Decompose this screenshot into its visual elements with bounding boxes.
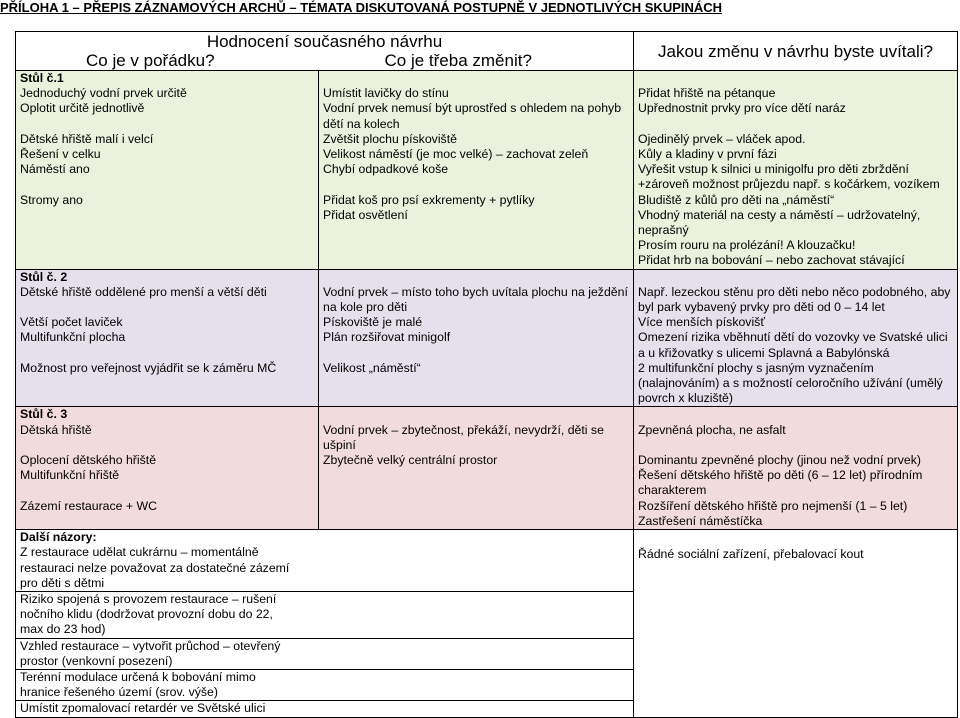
empty-cell xyxy=(319,407,634,423)
cell-other: Vzhled restaurace – vytvořit průchod – otevřený prostor (venkovní posezení) xyxy=(16,638,634,669)
cell-ok-line: Větší počet laviček xyxy=(20,315,123,330)
cell-change xyxy=(319,468,634,498)
cell-wish-line: Ojedinělý prvek – vláček apod. xyxy=(638,131,806,146)
table-row xyxy=(16,499,958,530)
cell-change-line: Vodní prvek – místo toho bych uvítala plochu na ježdění na kole pro děti xyxy=(323,284,628,315)
table-row xyxy=(16,423,958,453)
cell-wish-line: Vhodný materiál na cesty a náměstí – udržovatelný, neprašný xyxy=(638,207,921,238)
cell-ok-line: Dětské hřiště oddělené pro menší a větší děti xyxy=(20,284,267,299)
group-label: Stůl č.1 xyxy=(16,71,319,87)
table-row xyxy=(16,147,958,162)
cell-change-line: Přidat osvětlení xyxy=(323,207,408,222)
cell-wish-line: Kůly a kladiny v první fázi xyxy=(638,147,777,162)
cell-ok xyxy=(16,147,319,162)
cell-change xyxy=(319,86,634,101)
cell-ok xyxy=(16,162,319,192)
page-title: PŘÍLOHA 1 – PŘEPIS ZÁZNAMOVÝCH ARCHŮ – TÉMATA DISKUTOVANÁ POSTUPNĚ V JEDNOTLIVÝCH SKUPINÁCH xyxy=(0,0,723,15)
cell-ok-line: Možnost pro veřejnost vyjádřit se k záměru MČ xyxy=(20,360,277,375)
group-label-row xyxy=(16,407,958,423)
cell-other: Umístit zpomalovací retardér ve Světské ulici xyxy=(16,701,634,717)
cell-change xyxy=(319,162,634,192)
cell-ok-line: Oplotit určitě jednotlivě xyxy=(20,101,145,116)
table-row xyxy=(16,193,958,270)
table-row xyxy=(16,468,958,498)
empty-cell xyxy=(634,407,958,423)
cell-wish-line: Dominantu zpevněné plochy (jinou než vodní prvek) xyxy=(638,453,921,468)
cell-change xyxy=(319,285,634,315)
cell-ok-line: Multifunkční hřiště xyxy=(20,468,120,483)
cell-change-line: Vodní prvek – zbytečnost, překáží, nevydrží, děti se ušpiní xyxy=(323,422,604,452)
cell-wish-line: Více menších pískovišť xyxy=(638,315,765,330)
cell-change-line: Vodní prvek nemusí být uprostřed s ohledem na pohyb dětí na kolech xyxy=(323,101,622,131)
table-row xyxy=(16,101,958,131)
cell-ok-line: Dětské hřiště malí i velcí xyxy=(20,131,154,146)
cell-ok xyxy=(16,86,319,101)
cell-ok-line: Řešení v celku xyxy=(20,147,101,162)
cell-ok xyxy=(16,423,319,453)
table-row xyxy=(16,361,958,407)
cell-change xyxy=(319,101,634,131)
cell-ok-line: Stromy ano xyxy=(20,192,83,207)
cell-change xyxy=(319,147,634,162)
group-table-2 xyxy=(16,269,958,407)
cell-ok xyxy=(16,361,319,407)
cell-ok xyxy=(16,468,319,498)
group-label: Stůl č. 3 xyxy=(16,407,319,423)
cell-ok-line: Jednoduchý vodní prvek určitě xyxy=(20,86,187,101)
cell-ok xyxy=(16,132,319,147)
cell-change xyxy=(319,423,634,453)
cell-wish xyxy=(634,330,958,360)
cell-change-line: Chybí odpadkové koše xyxy=(323,162,449,177)
cell-ok xyxy=(16,453,319,468)
cell-wish xyxy=(634,530,958,717)
table-row xyxy=(16,86,958,101)
cell-wish-line: Řádné sociální zařízení, přebalovací kout xyxy=(638,547,864,562)
table-row xyxy=(16,330,958,360)
cell-wish-line: Upřednostnit prvky pro více dětí naráz xyxy=(638,101,846,116)
cell-change xyxy=(319,315,634,330)
cell-wish-line: Vyřešit vstup k silnici u minigolfu pro děti zbrždění +zároveň možnost průjezdu např. s kočárkem, vozíkem xyxy=(638,162,940,192)
cell-wish xyxy=(634,162,958,192)
empty-cell xyxy=(319,269,634,285)
cell-wish-line: Přidat hřiště na pétanque xyxy=(638,86,776,101)
cell-other: Riziko spojená s provozem restaurace – rušení nočního klidu (dodržovat provozní dobu do 22, max do 23 hod) xyxy=(16,591,634,638)
cell-change-line: Plán rozšiřovat minigolf xyxy=(323,330,451,345)
cell-change xyxy=(319,499,634,530)
cell-change xyxy=(319,132,634,147)
group-table-3 xyxy=(16,407,958,530)
cell-change-line: Velikost náměstí (je moc velké) – zachovat zeleň xyxy=(323,147,589,162)
cell-change xyxy=(319,193,634,270)
cell-change-line: Pískoviště je malé xyxy=(323,315,423,330)
cell-ok xyxy=(16,315,319,330)
table-row xyxy=(16,162,958,192)
empty-cell xyxy=(634,71,958,87)
cell-change xyxy=(319,361,634,407)
cell-wish xyxy=(634,101,958,131)
group-label-row xyxy=(16,269,958,285)
cell-change xyxy=(319,453,634,468)
cell-wish xyxy=(634,361,958,407)
empty-cell xyxy=(319,71,634,87)
cell-wish-line: Prosím rouru na prolézání! A klouzačku! xyxy=(638,238,856,253)
group-other xyxy=(16,530,958,717)
cell-ok-line: Multifunkční plocha xyxy=(20,330,126,345)
cell-ok xyxy=(16,499,319,530)
cell-change xyxy=(319,330,634,360)
group-label: Další názory: xyxy=(16,530,634,546)
cell-wish xyxy=(634,147,958,162)
cell-wish-line: Přidat hrb na bobování – nebo zachovat stávající xyxy=(638,253,905,268)
cell-ok xyxy=(16,101,319,131)
header-row-1 xyxy=(16,32,958,52)
cell-wish-line: Omezení rizika vběhnutí dětí do vozovky ve Svatské ulici a u křižovatky s ulicemi Splavná a Babylónská xyxy=(638,330,948,360)
table-row xyxy=(16,315,958,330)
cell-change-line: Umístit lavičky do stínu xyxy=(323,86,449,101)
cell-change-line: Přidat koš pro psí exkrementy + pytlíky xyxy=(323,192,535,207)
cell-wish-line: Zpevněná plocha, ne asfalt xyxy=(638,422,786,437)
cell-wish xyxy=(634,315,958,330)
cell-wish-line: Bludiště z kůlů pro děti na „náměstí“ xyxy=(638,192,835,207)
cell-ok-line: Dětská hřiště xyxy=(20,422,92,437)
cell-wish xyxy=(634,453,958,468)
cell-wish xyxy=(634,86,958,101)
group-table-1 xyxy=(16,71,958,270)
empty-cell xyxy=(634,269,958,285)
cell-wish xyxy=(634,132,958,147)
cell-ok xyxy=(16,330,319,360)
cell-wish xyxy=(634,423,958,453)
group-label-row xyxy=(16,530,958,546)
cell-wish xyxy=(634,468,958,498)
header-ok: Co je v pořádku? xyxy=(16,51,319,71)
header-eval-title: Hodnocení současného návrhu xyxy=(16,32,634,52)
cell-ok-line: Náměstí ano xyxy=(20,162,90,177)
cell-wish xyxy=(634,193,958,270)
header-wish: Jakou změnu v návrhu byste uvítali? xyxy=(634,32,958,71)
cell-other: Terénní modulace určená k bobování mimo hranice řešeného území (srov. výše) xyxy=(16,669,634,700)
cell-wish-line: 2 multifunkční plochy s jasným vyznačením (nalajnováním) a s možností celoročního užívání (umělý povrch x kluziště) xyxy=(638,360,943,406)
cell-change-line: Zbytečně velký centrální prostor xyxy=(323,453,498,468)
cell-wish-line: Např. lezeckou stěnu pro děti nebo něco podobného, aby byl park vybavený prvky pro děti od 0 – 14 let xyxy=(638,284,951,315)
cell-ok-line: Oplocení dětského hřiště xyxy=(20,453,157,468)
table-row xyxy=(16,285,958,315)
table-row xyxy=(16,453,958,468)
group-label: Stůl č. 2 xyxy=(16,269,319,285)
cell-ok xyxy=(16,193,319,270)
cell-ok xyxy=(16,285,319,315)
cell-wish-line: Řešení dětského hřiště po děti (6 – 12 let) přírodním charakterem xyxy=(638,468,923,498)
table-row xyxy=(16,132,958,147)
cell-wish-line: Rozšíření dětského hřiště pro nejmenší (1 – 5 let) xyxy=(638,498,908,513)
cell-other: Z restaurace udělat cukrárnu – momentálně restauraci nelze považovat za dostatečné zázemí pro děti s dětmi xyxy=(16,545,634,591)
survey-table xyxy=(15,31,958,718)
cell-wish xyxy=(634,285,958,315)
cell-change-line: Zvětšit plochu pískoviště xyxy=(323,131,457,146)
header-change: Co je třeba změnit? xyxy=(319,51,634,71)
cell-change-line: Velikost „náměstí“ xyxy=(323,360,421,375)
cell-wish xyxy=(634,499,958,530)
cell-wish-line: Zastřešení náměstíčka xyxy=(638,513,763,528)
group-label-row xyxy=(16,71,958,87)
cell-ok-line: Zázemí restaurace + WC xyxy=(20,498,158,513)
